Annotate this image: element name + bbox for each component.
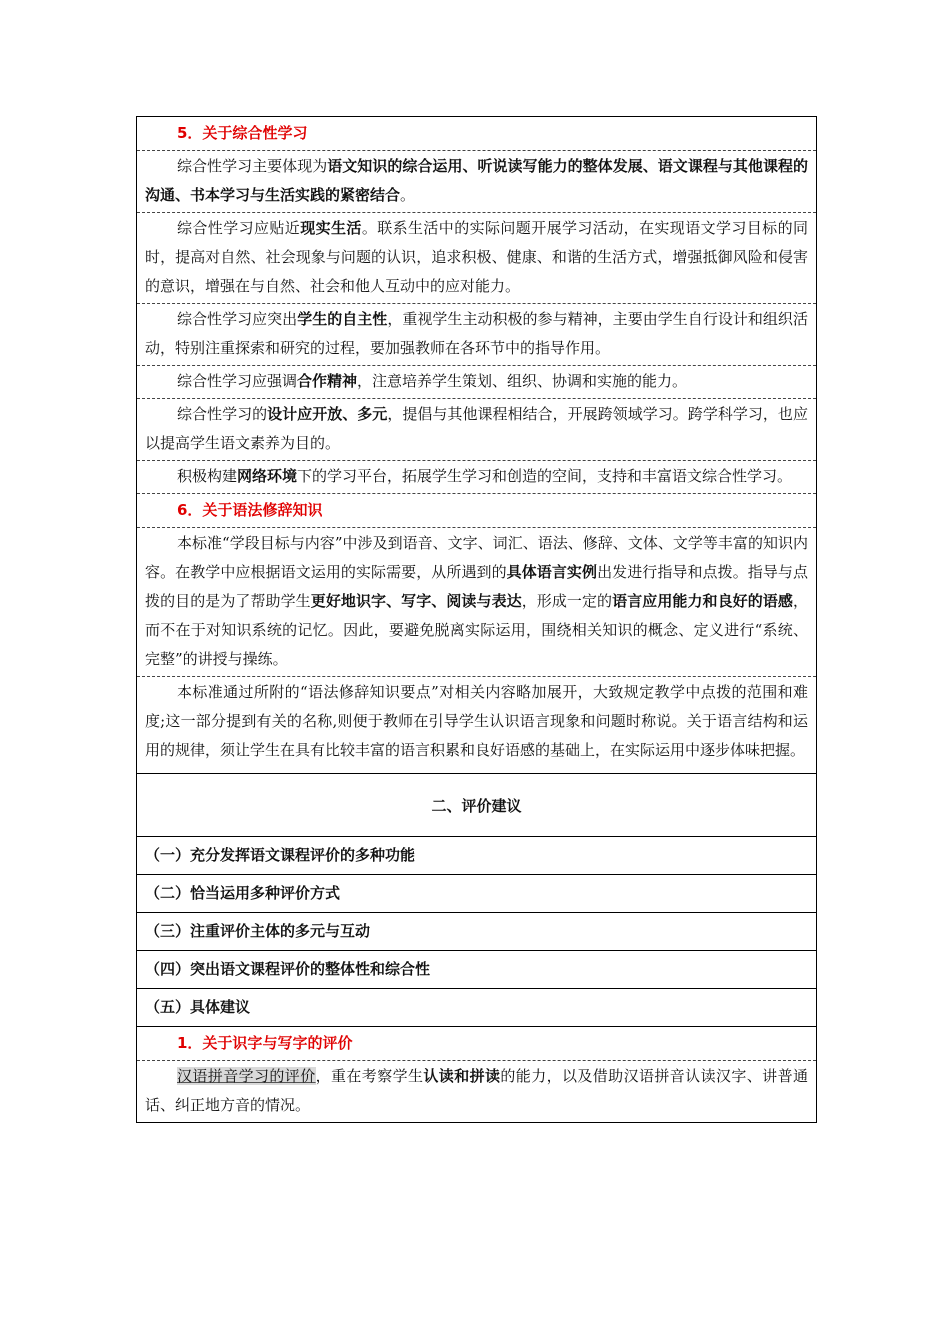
eval-subsection-1-title: 1．关于识字与写字的评价 <box>137 1027 816 1061</box>
s5-paragraph-2: 综合性学习应贴近现实生活。联系生活中的实际问题开展学习活动，在实现语文学习目标的同时，提高对自然、社会现象与问题的认识，追求积极、健康、和谐的生活方式，增强抵御风险和侵害的意识，增强在与自然、社会和他人互动中的应对能力。 <box>137 213 816 304</box>
s5-paragraph-5: 综合性学习的设计应开放、多元，提倡与其他课程相结合，开展跨领域学习。跨学科学习，也应以提高学生语文素养为目的。 <box>137 399 816 461</box>
s6-paragraph-2: 本标准通过所附的“语法修辞知识要点”对相关内容略加展开，大致规定教学中点拨的范围和难度;这一部分提到有关的名称,则便于教师在引导学生认识语言现象和问题时称说。关于语言结构和运用的规律，须让学生在具有比较丰富的语言积累和良好语感的基础上，在实际运用中逐步体味把握。 <box>137 677 816 774</box>
eval-subsection-1-paragraph: 汉语拼音学习的评价，重在考察学生认读和拼读的能力，以及借助汉语拼音认读汉字、讲普通话、纠正地方音的情况。 <box>145 1067 808 1114</box>
evaluation-heading: 二、评价建议 <box>137 774 816 837</box>
section-5-title: 5．关于综合性学习 <box>137 117 816 151</box>
eval-item-2: （二）恰当运用多种评价方式 <box>137 875 816 913</box>
s5-paragraph-4: 综合性学习应强调合作精神，注意培养学生策划、组织、协调和实施的能力。 <box>137 366 816 399</box>
eval-item-5: （五）具体建议 <box>137 989 816 1027</box>
highlighted-text: 汉语拼音学习的评价 <box>177 1067 316 1085</box>
section-6-title: 6．关于语法修辞知识 <box>137 494 816 528</box>
s5-paragraph-6: 积极构建网络环境下的学习平台，拓展学生学习和创造的空间，支持和丰富语文综合性学习。 <box>137 461 816 494</box>
s6-paragraph-1: 本标准“学段目标与内容”中涉及到语音、文字、词汇、语法、修辞、文体、文学等丰富的知识内容。在教学中应根据语文运用的实际需要，从所遇到的具体语言实例出发进行指导和点拨。指导与点拨的目的是为了帮助学生更好地识字、写字、阅读与表达，形成一定的语言应用能力和良好的语感，而不在于对知识系统的记忆。因此，要避免脱离实际运用，围绕相关知识的概念、定义进行“系统、完整”的讲授与操练。 <box>137 528 816 677</box>
s5-paragraph-1: 综合性学习主要体现为语文知识的综合运用、听说读写能力的整体发展、语文课程与其他课程的沟通、书本学习与生活实践的紧密结合。 <box>137 151 816 213</box>
eval-item-4: （四）突出语文课程评价的整体性和综合性 <box>137 951 816 989</box>
s5-paragraph-3: 综合性学习应突出学生的自主性，重视学生主动积极的参与精神，主要由学生自行设计和组织活动，特别注重探索和研究的过程，要加强教师在各环节中的指导作用。 <box>137 304 816 366</box>
eval-item-3: （三）注重评价主体的多元与互动 <box>137 913 816 951</box>
document-table <box>136 116 817 1123</box>
eval-item-1: （一）充分发挥语文课程评价的多种功能 <box>137 837 816 875</box>
